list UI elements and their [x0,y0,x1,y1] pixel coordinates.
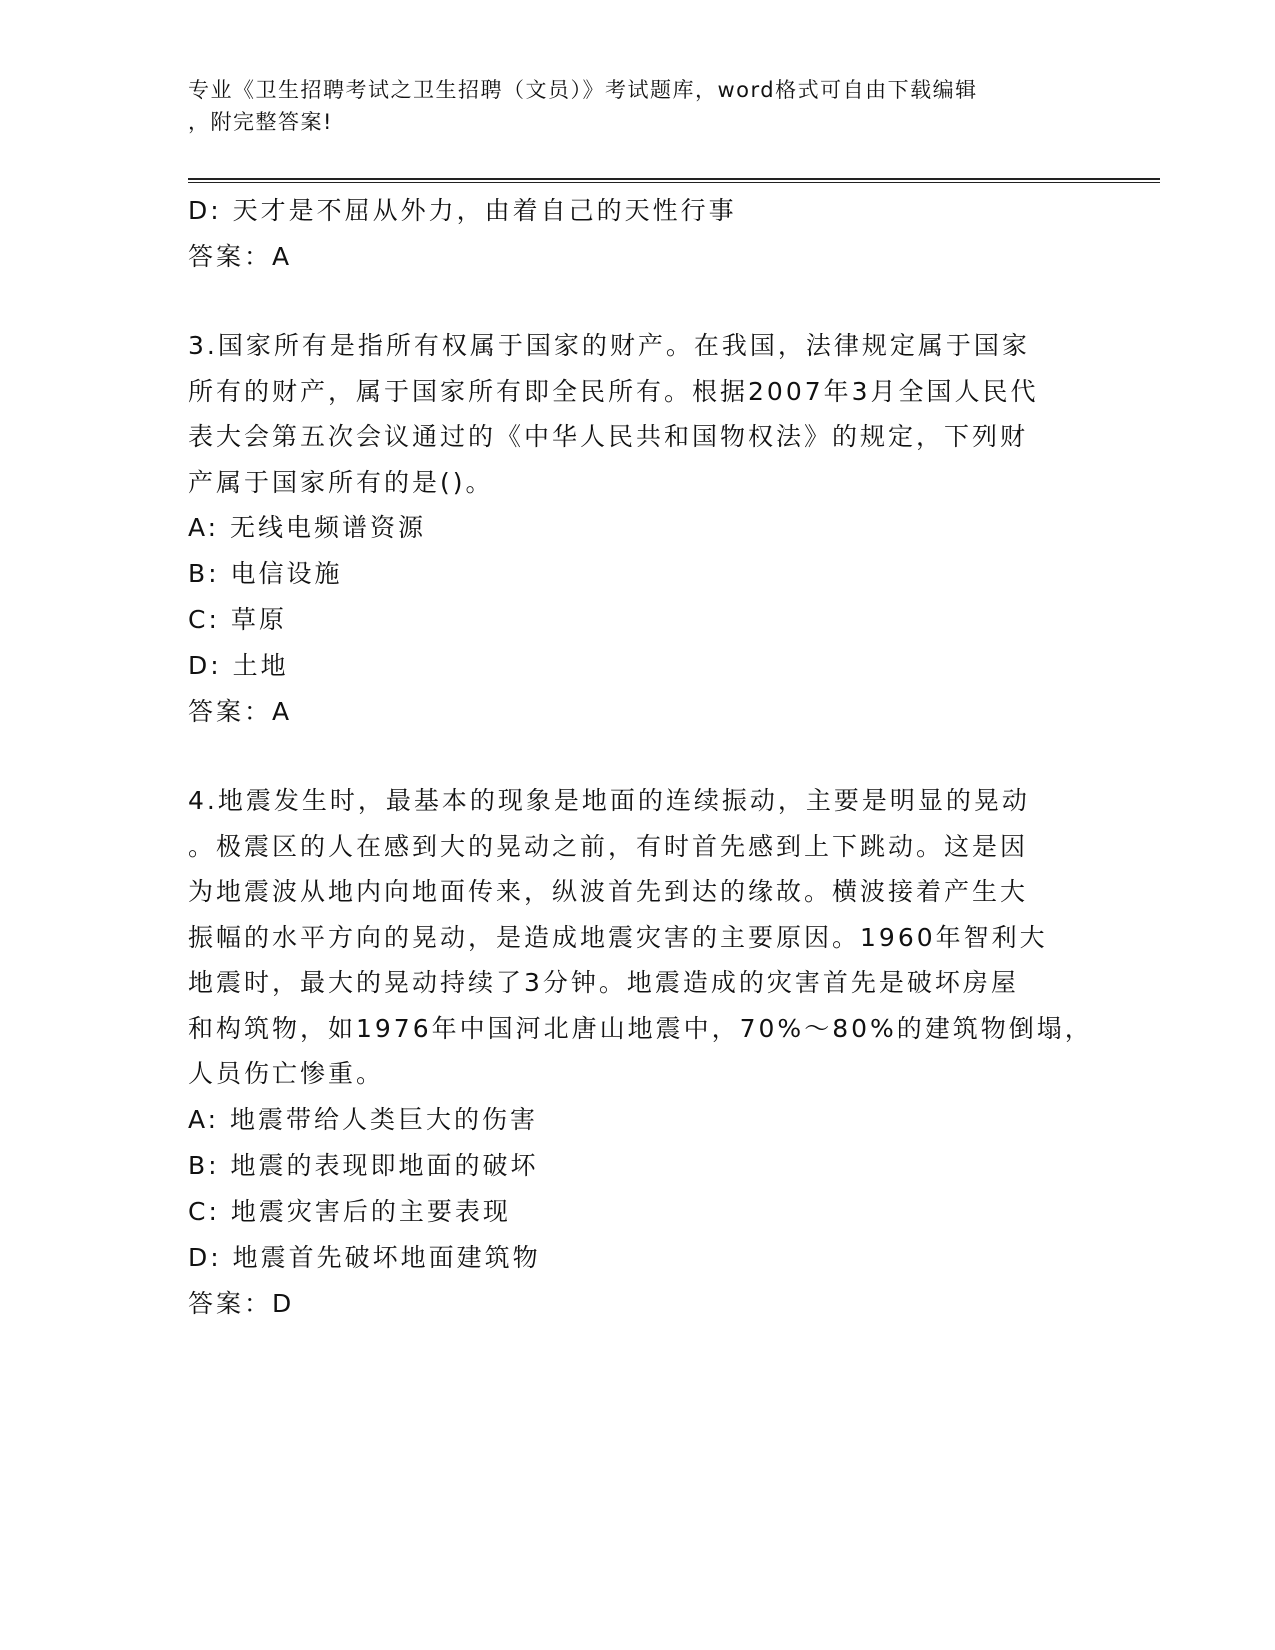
answer-line: 答案：A [188,697,293,726]
question-4-text-line: 为地震波从地内向地面传来，纵波首先到达的缘故。横波接着产生大 [188,877,1029,906]
question-4 [188,778,1093,1327]
header-line-2: ，附完整答案! [188,110,333,134]
question-3-text-line: 表大会第五次会议通过的《中华人民共和国物权法》的规定，下列财 [188,422,1029,451]
document-body [188,188,1093,1327]
spacer [188,735,1088,778]
header-line-1: 专业《卫生招聘考试之卫生招聘（文员）》考试题库，word格式可自由下载编辑 [188,78,978,102]
answer-line: 答案：A [188,242,293,271]
option-c: C: 地震灾害后的主要表现 [188,1196,511,1226]
question-3 [188,323,1088,735]
answer-line: 答案：D [188,1288,295,1318]
question-3-text-line: 所有的财产，属于国家所有即全民所有。根据2007年3月全国人民代 [188,376,1039,406]
question-4-text-line: 和构筑物，如1976年中国河北唐山地震中，70%～80%的建筑物倒塌， [188,1013,1093,1043]
question-4-text-line: 人员伤亡惨重。 [188,1059,385,1088]
question-4-text-line: 地震时，最大的晃动持续了3分钟。地震造成的灾害首先是破坏房屋 [188,968,1019,997]
option-d: D: 地震首先破坏地面建筑物 [188,1242,541,1272]
option-c: C: 草原 [188,605,287,634]
document-header [188,74,1088,138]
question-4-text-line: 振幅的水平方向的晃动，是造成地震灾害的主要原因。1960年智利大 [188,922,1048,952]
question-3-text-line: 3.国家所有是指所有权属于国家的财产。在我国，法律规定属于国家 [188,331,1030,360]
header-rule-thin [188,182,1160,183]
header-rule-thick [188,178,1160,180]
spacer [188,280,1088,323]
option-a: A: 地震带给人类巨大的伤害 [188,1104,539,1134]
question-4-text-line: 。极震区的人在感到大的晃动之前，有时首先感到上下跳动。这是因 [188,831,1029,861]
option-d: D: 天才是不屈从外力，由着自己的天性行事 [188,196,737,225]
previous-question-tail [188,188,1088,280]
option-a: A: 无线电频谱资源 [188,513,427,542]
option-b: B: 地震的表现即地面的破坏 [188,1150,539,1180]
question-3-text-line: 产属于国家所有的是()。 [188,467,494,497]
option-d: D: 土地 [188,651,289,680]
option-b: B: 电信设施 [188,559,343,588]
question-4-text-line: 4.地震发生时，最基本的现象是地面的连续振动，主要是明显的晃动 [188,786,1030,815]
